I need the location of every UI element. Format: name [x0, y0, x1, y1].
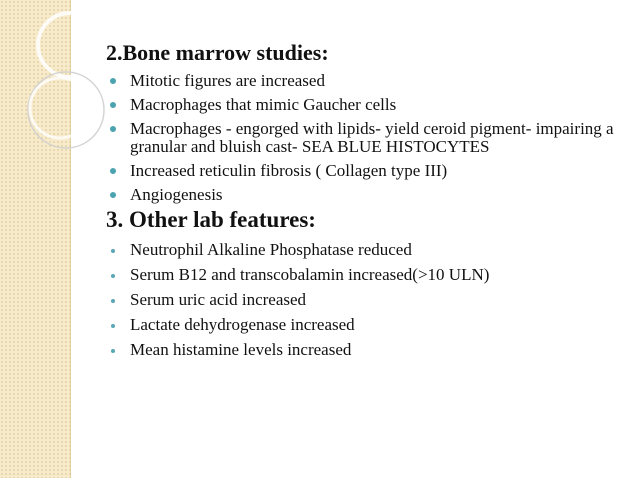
bullet-icon: [110, 192, 116, 198]
list-item: [106, 291, 626, 309]
section-heading-other-lab: 3. Other lab features:: [106, 207, 316, 232]
bullet-icon: [110, 78, 116, 84]
list-item-text: Neutrophil Alkaline Phosphatase reduced: [130, 240, 412, 259]
list-item-text: Serum B12 and transcobalamin increased(>10 ULN): [130, 265, 490, 284]
list-item-text: Serum uric acid increased: [130, 290, 307, 309]
list-item: [106, 96, 626, 114]
list-item-text: Mitotic figures are increased: [130, 71, 325, 90]
bullet-icon: [110, 126, 116, 132]
other-lab-list: [106, 241, 626, 359]
list-item-text: Angiogenesis: [130, 185, 223, 204]
list-item-text: Mean histamine levels increased: [130, 340, 352, 359]
slide-content: [106, 40, 626, 359]
bullet-icon: [111, 349, 115, 353]
list-item-text: Increased reticulin fibrosis ( Collagen type III): [130, 161, 448, 180]
bullet-icon: [110, 168, 116, 174]
bullet-icon: [111, 299, 115, 303]
bullet-icon: [110, 102, 116, 108]
list-item-text: Macrophages that mimic Gaucher cells: [130, 95, 397, 114]
section-heading-bone-marrow: 2.Bone marrow studies:: [106, 40, 329, 65]
list-item-text: Macrophages - engorged with lipids- yield ceroid pigment- impairing a granular and bluish cast- SEA BLUE HISTOCYTES: [130, 119, 614, 156]
list-item-text: Lactate dehydrogenase increased: [130, 315, 355, 334]
bullet-icon: [111, 249, 115, 253]
list-item: [106, 120, 626, 156]
list-item: [106, 162, 626, 180]
list-item: [106, 341, 626, 359]
list-item: [106, 186, 626, 204]
list-item: [106, 241, 626, 259]
list-item: [106, 316, 626, 334]
bone-marrow-list: [106, 72, 626, 204]
list-item: [106, 72, 626, 90]
list-item: [106, 266, 626, 284]
bullet-icon: [111, 274, 115, 278]
bullet-icon: [111, 324, 115, 328]
